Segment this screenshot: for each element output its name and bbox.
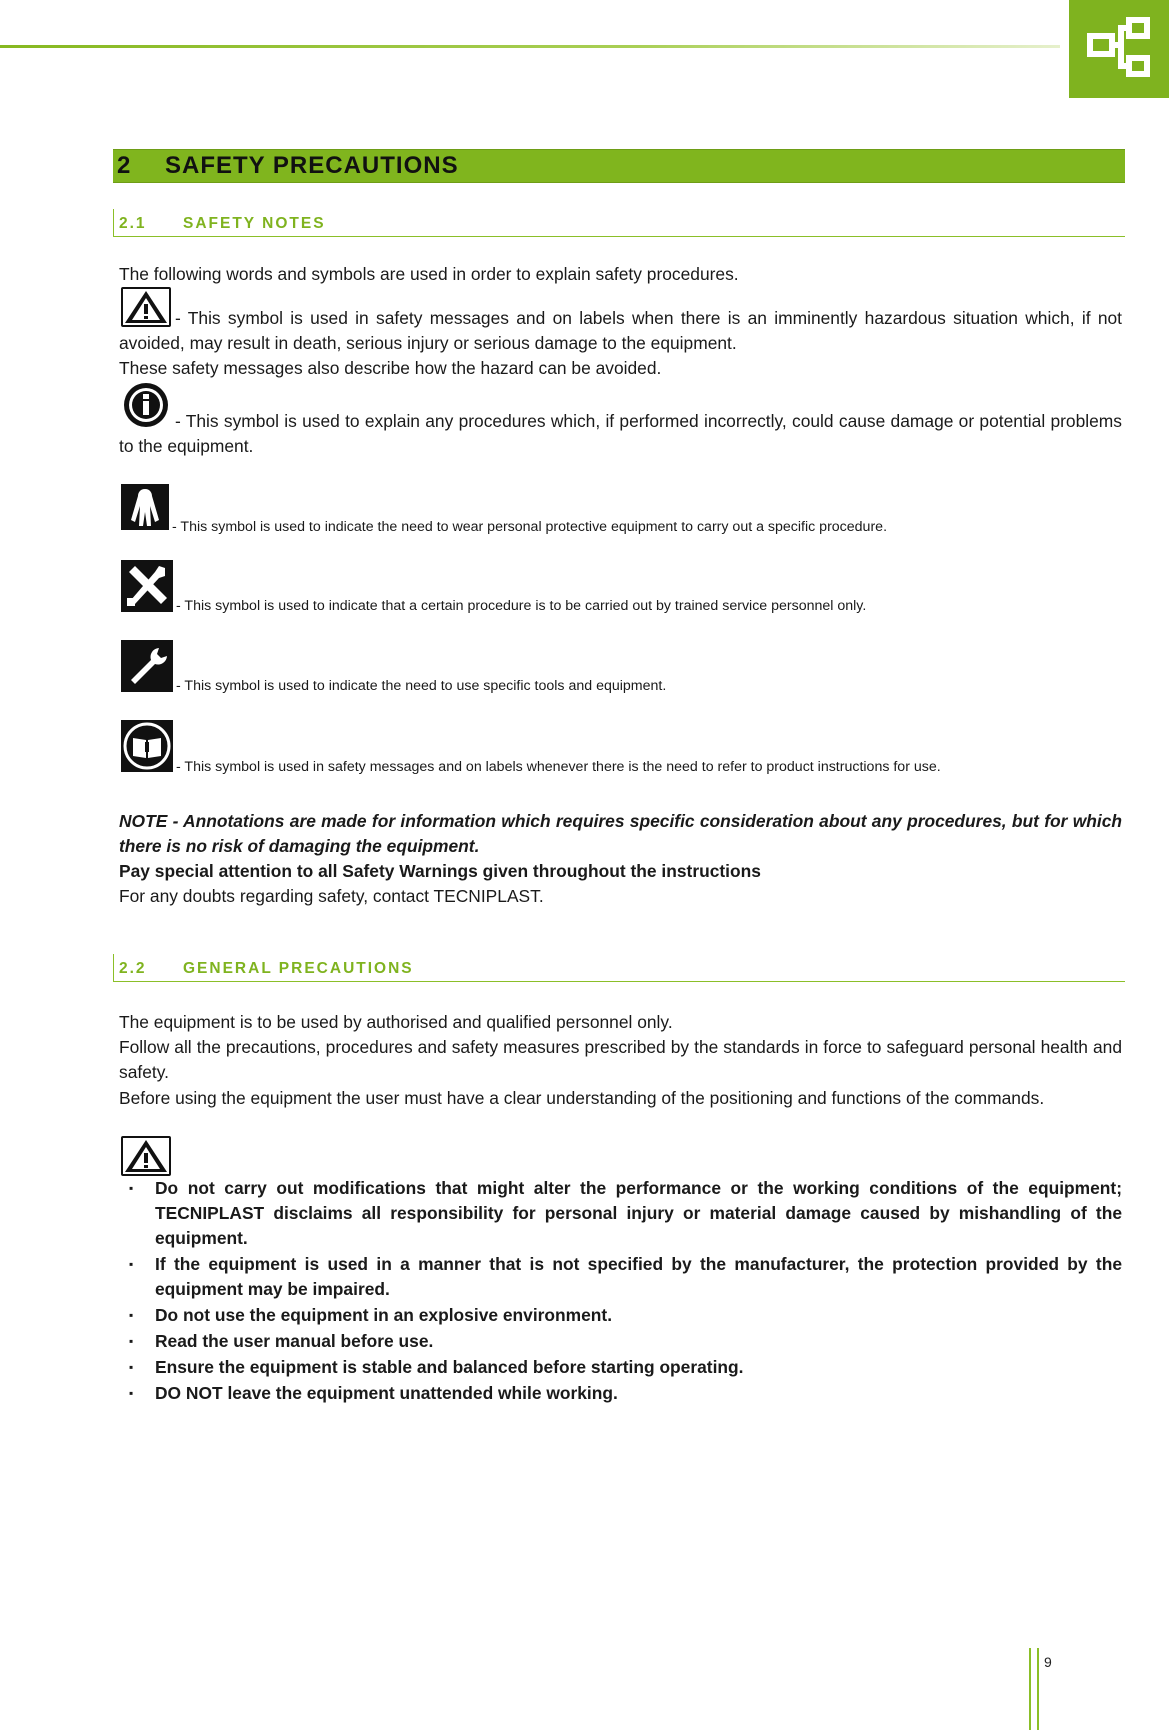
subsection-number: 2.1 — [119, 215, 147, 232]
protective-suit-icon — [121, 484, 169, 530]
subsection-heading-safety-notes — [113, 209, 1125, 237]
warning-description: - This symbol is used in safety messages and on labels when there is an imminently hazardous situation which, if not avoided, may result in death, serious injury or serious damage to the equipment. — [119, 308, 1122, 353]
footer-rule — [1029, 1648, 1039, 1730]
warning-triangle-icon — [121, 1136, 171, 1176]
section-title: SAFETY PRECAUTIONS — [165, 152, 459, 179]
warning-description-2: These safety messages also describe how the hazard can be avoided. — [119, 358, 662, 378]
note-text: NOTE - Annotations are made for information which requires specific consideration about any procedures, but for which there is no risk of damaging the equipment. — [119, 811, 1122, 856]
page-number: 9 — [1044, 1654, 1052, 1670]
list-item: ▪ Ensure the equipment is stable and balanced before starting operating. — [129, 1357, 744, 1377]
contact-text: For any doubts regarding safety, contact TECNIPLAST. — [119, 886, 544, 906]
header-logo — [1069, 0, 1169, 98]
service-tools-icon — [121, 560, 173, 612]
subsection-heading-general-precautions — [113, 954, 1125, 982]
precautions-list — [119, 1176, 1122, 1407]
service-description: - This symbol is used to indicate that a certain procedure is to be carried out by trained service personnel only. — [176, 598, 867, 614]
list-item: ▪ Do not carry out modifications that might alter the performance or the working conditions of the equipment; TECNIPLAST disclaims all responsibility for personal injury or material damage caused by mishandling of the equipment. — [129, 1178, 1122, 1248]
ppe-description: - This symbol is used to indicate the need to wear personal protective equipment to carry out a specific procedure. — [172, 519, 888, 535]
precautions-paragraph-2: Follow all the precautions, procedures and safety measures prescribed by the standards in force to safeguard personal health and safety. — [119, 1037, 1122, 1082]
subsection-title: GENERAL PRECAUTIONS — [183, 960, 414, 977]
info-description: - This symbol is used to explain any procedures which, if performed incorrectly, could cause damage or potential problems to the equipment. — [119, 411, 1122, 456]
subsection-number: 2.2 — [119, 960, 147, 977]
list-item: ▪ Read the user manual before use. — [129, 1331, 434, 1351]
header-rule — [0, 45, 1060, 48]
manual-book-icon — [121, 720, 173, 772]
manual-description: - This symbol is used in safety messages and on labels whenever there is the need to refer to product instructions for use. — [176, 759, 941, 775]
intro-text: The following words and symbols are used in order to explain safety procedures. — [119, 264, 739, 284]
section-number: 2 — [117, 152, 132, 179]
list-item: ▪ DO NOT leave the equipment unattended while working. — [129, 1383, 618, 1403]
attention-text: Pay special attention to all Safety Warnings given throughout the instructions — [119, 861, 761, 881]
precautions-paragraph-3: Before using the equipment the user must have a clear understanding of the positioning and functions of the commands. — [119, 1088, 1045, 1108]
list-item: ▪ If the equipment is used in a manner that is not specified by the manufacturer, the protection provided by the equipment may be impaired. — [129, 1254, 1122, 1299]
section-heading — [113, 149, 1125, 183]
tools-description: - This symbol is used to indicate the need to use specific tools and equipment. — [176, 678, 667, 694]
flowchart-icon — [1085, 14, 1155, 84]
subsection-title: SAFETY NOTES — [183, 215, 326, 232]
precautions-paragraph-1: The equipment is to be used by authorised and qualified personnel only. — [119, 1012, 673, 1032]
list-item: ▪ Do not use the equipment in an explosive environment. — [129, 1305, 613, 1325]
wrench-icon — [121, 640, 173, 692]
